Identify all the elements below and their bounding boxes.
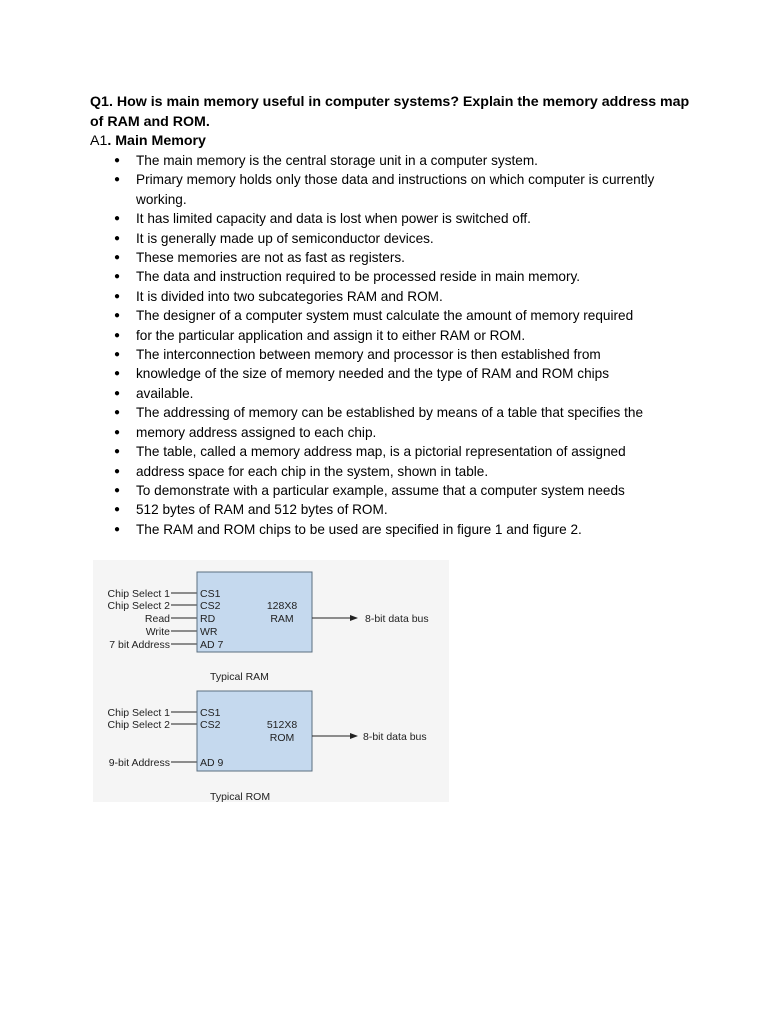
- list-item: [90, 403, 690, 422]
- rom-pin-label: CS1: [200, 707, 221, 719]
- ram-input-label: 7 bit Address: [109, 639, 170, 651]
- rom-type-label: ROM: [269, 732, 295, 744]
- bullet-icon: ●: [113, 232, 121, 244]
- ram-input-label: Chip Select 1: [107, 588, 170, 600]
- list-item-text: The data and instruction required to be processed reside in main memory.: [136, 269, 581, 285]
- bullet-icon: ●: [113, 387, 121, 399]
- rom-size-label: 512X8: [266, 719, 298, 731]
- ram-input-label: Read: [144, 613, 170, 625]
- list-item-text: memory address assigned to each chip.: [136, 424, 377, 440]
- list-item: [90, 442, 690, 461]
- question-text: . How is main memory useful in computer systems? Explain the memory address map of RAM and ROM.: [90, 94, 690, 130]
- list-item-text: 512 bytes of RAM and 512 bytes of ROM.: [136, 502, 388, 518]
- list-item-text: It is divided into two subcategories RAM and ROM.: [136, 288, 443, 304]
- list-item: [90, 423, 690, 442]
- rom-input-label: Chip Select 1: [107, 707, 170, 719]
- list-item: [90, 500, 690, 519]
- bullet-icon: ●: [113, 426, 121, 438]
- bullet-icon: ●: [113, 523, 121, 535]
- rom-pin-label: CS2: [200, 719, 221, 731]
- bullet-icon: ●: [113, 465, 121, 477]
- list-item: [90, 209, 690, 228]
- list-item-text: The RAM and ROM chips to be used are specified in figure 1 and figure 2.: [136, 521, 582, 537]
- ram-pin-label: CS2: [200, 600, 221, 612]
- list-item-text: available.: [136, 385, 194, 401]
- ram-bus-label: 8-bit data bus: [365, 613, 429, 625]
- question-heading: [90, 93, 690, 132]
- rom-bus-label: 8-bit data bus: [363, 731, 427, 743]
- list-item-text: knowledge of the size of memory needed and the type of RAM and ROM chips: [136, 366, 610, 382]
- list-item: [90, 267, 690, 286]
- list-item: [90, 520, 690, 539]
- list-item: [90, 170, 690, 209]
- memory-chip-diagram: [93, 560, 449, 802]
- bullet-icon: ●: [113, 174, 121, 186]
- ram-input-label: Write: [145, 626, 170, 638]
- ram-pin-label: AD 7: [200, 639, 224, 651]
- bullet-icon: ●: [113, 252, 121, 264]
- list-item: [90, 326, 690, 345]
- list-item: [90, 151, 690, 170]
- list-item-text: The table, called a memory address map, is a pictorial representation of assigned: [136, 444, 626, 460]
- bullet-icon: ●: [113, 155, 121, 166]
- list-item-text: It has limited capacity and data is lost when power is switched off.: [136, 211, 531, 227]
- list-item-text: Primary memory holds only those data and instructions on which computer is currently working.: [136, 172, 655, 207]
- diagram-svg: [93, 560, 449, 802]
- ram-pin-label: WR: [200, 626, 218, 638]
- list-item: [90, 384, 690, 403]
- bullet-icon: ●: [113, 329, 121, 341]
- rom-chip-group: [108, 691, 427, 802]
- bullet-list: [90, 151, 690, 539]
- list-item-text: It is generally made up of semiconductor devices.: [136, 230, 434, 246]
- question-label: Q1: [90, 94, 109, 110]
- list-item: [90, 248, 690, 267]
- list-item-text: The main memory is the central storage unit in a computer system.: [136, 153, 538, 168]
- list-item-text: These memories are not as fast as registers.: [136, 250, 405, 266]
- list-item: [90, 345, 690, 364]
- bullet-icon: ●: [113, 446, 121, 458]
- bullet-icon: ●: [113, 310, 121, 322]
- list-item: [90, 306, 690, 325]
- ram-pin-label: RD: [200, 613, 216, 625]
- list-item: [90, 229, 690, 248]
- bullet-icon: ●: [113, 213, 121, 225]
- list-item-text: The designer of a computer system must calculate the amount of memory required: [136, 308, 634, 324]
- list-item-text: address space for each chip in the system, shown in table.: [136, 463, 489, 479]
- bullet-icon: ●: [113, 290, 121, 302]
- list-item: [90, 287, 690, 306]
- bullet-icon: ●: [113, 271, 121, 283]
- ram-type-label: RAM: [270, 613, 294, 625]
- bullet-icon: ●: [113, 407, 121, 419]
- answer-label: A1: [90, 133, 108, 149]
- ram-size-label: 128X8: [266, 600, 298, 612]
- ram-pin-label: CS1: [200, 588, 221, 600]
- list-item: [90, 481, 690, 500]
- list-item: [90, 364, 690, 383]
- list-item-text: for the particular application and assign it to either RAM or ROM.: [136, 327, 526, 343]
- rom-caption: Typical ROM: [210, 791, 271, 802]
- ram-caption: Typical RAM: [210, 671, 269, 683]
- list-item: [90, 462, 690, 481]
- bullet-icon: ●: [113, 504, 121, 516]
- rom-pin-label: AD 9: [200, 757, 224, 769]
- answer-heading: [90, 132, 690, 152]
- rom-input-label: 9-bit Address: [108, 757, 170, 769]
- bullet-icon: ●: [113, 368, 121, 380]
- ram-input-label: Chip Select 2: [107, 600, 170, 612]
- rom-input-label: Chip Select 2: [107, 719, 170, 731]
- ram-chip-group: [108, 572, 429, 683]
- answer-title: . Main Memory: [107, 133, 206, 149]
- list-item-text: To demonstrate with a particular example, assume that a computer system needs: [136, 482, 625, 498]
- bullet-icon: ●: [113, 484, 121, 496]
- list-item-text: The addressing of memory can be established by means of a table that specifies the: [136, 405, 644, 421]
- bullet-icon: ●: [113, 349, 121, 361]
- list-item-text: The interconnection between memory and processor is then established from: [136, 347, 601, 363]
